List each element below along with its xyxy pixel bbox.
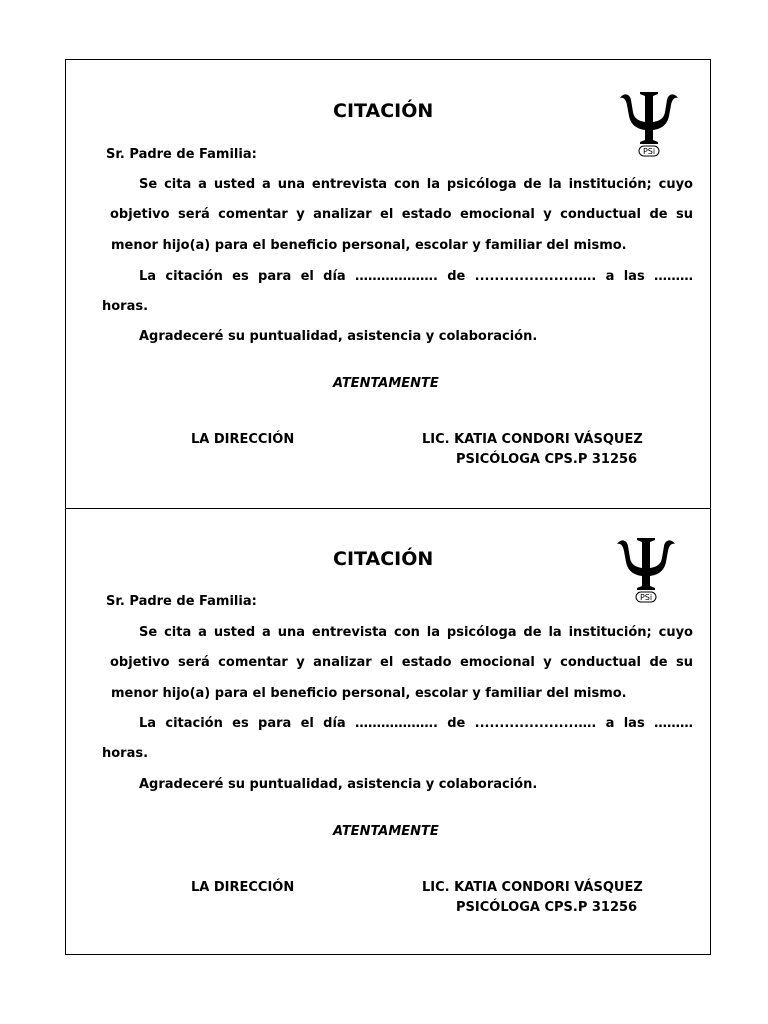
- card-title: CITACIÓN: [333, 548, 434, 570]
- psi-logo-icon: [614, 88, 684, 158]
- right-signature-name: LIC. KATIA CONDORI VÁSQUEZ: [422, 432, 643, 447]
- date-line: La citación es para el día ………………. de .....................…. a las ………: [139, 269, 693, 284]
- logo-text: PSi: [642, 147, 656, 156]
- citation-card: [66, 508, 710, 956]
- body-line: Se cita a usted a una entrevista con la psicóloga de la institución; cuyo: [139, 625, 693, 640]
- greeting: Sr. Padre de Familia:: [106, 594, 257, 609]
- body-line: objetivo será comentar y analizar el estado emocional y conductual de su: [110, 207, 693, 222]
- right-signature-name: LIC. KATIA CONDORI VÁSQUEZ: [422, 880, 643, 895]
- body-line: Agradeceré su puntualidad, asistencia y colaboración.: [139, 777, 538, 792]
- body-line: horas.: [102, 746, 149, 761]
- closing: ATENTAMENTE: [333, 376, 439, 391]
- body-line: Agradeceré su puntualidad, asistencia y colaboración.: [139, 329, 538, 344]
- body-line: menor hijo(a) para el beneficio personal, escolar y familiar del mismo.: [111, 238, 627, 253]
- greeting: Sr. Padre de Familia:: [106, 147, 257, 162]
- card-title: CITACIÓN: [333, 100, 434, 122]
- right-signature-title: PSICÓLOGA CPS.P 31256: [456, 900, 638, 915]
- body-line: Se cita a usted a una entrevista con la psicóloga de la institución; cuyo: [139, 177, 693, 192]
- logo-text: PSi: [639, 593, 653, 602]
- body-line: horas.: [102, 299, 149, 314]
- body-line: menor hijo(a) para el beneficio personal, escolar y familiar del mismo.: [111, 686, 627, 701]
- right-signature-title: PSICÓLOGA CPS.P 31256: [456, 452, 638, 467]
- citation-sheet: [65, 59, 711, 955]
- psi-logo-icon: [611, 534, 681, 604]
- date-line: La citación es para el día ………………. de .....................…. a las ………: [139, 716, 693, 731]
- body-line: objetivo será comentar y analizar el estado emocional y conductual de su: [110, 655, 693, 670]
- left-signature: LA DIRECCIÓN: [191, 432, 295, 447]
- left-signature: LA DIRECCIÓN: [191, 880, 295, 895]
- closing: ATENTAMENTE: [333, 824, 439, 839]
- citation-card: [66, 60, 710, 509]
